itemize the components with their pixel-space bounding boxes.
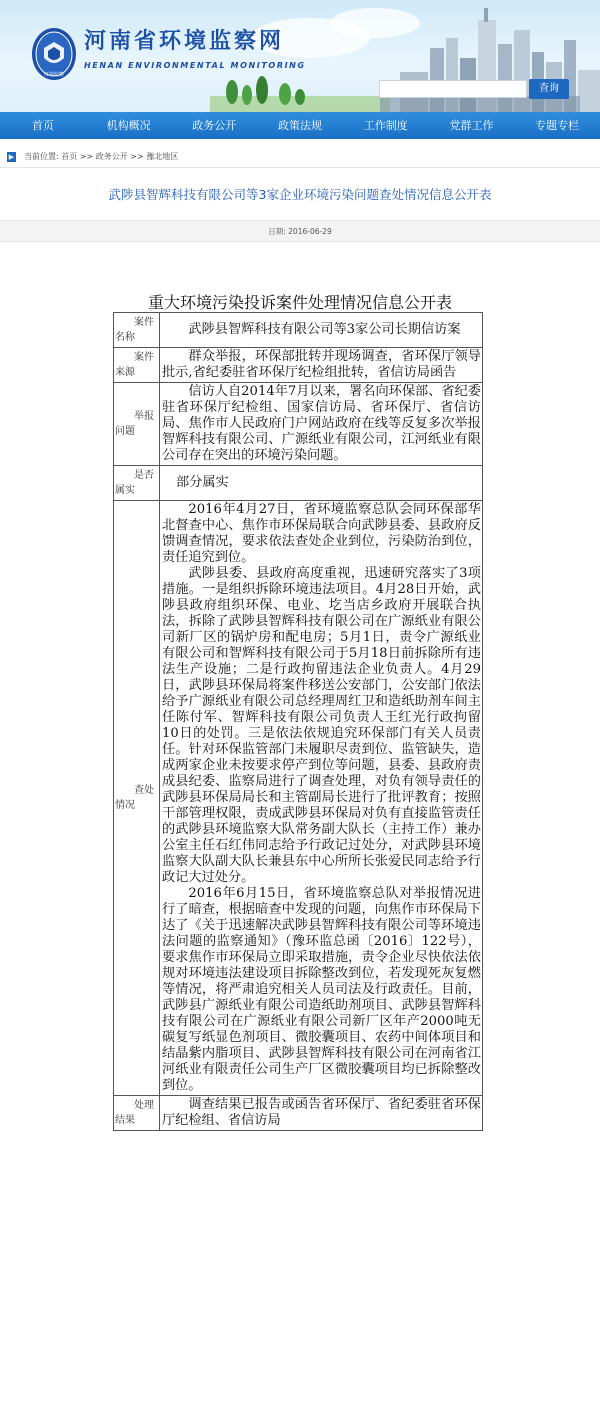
row-label-line2: 属实	[115, 485, 135, 496]
row-label-line2: 情况	[115, 800, 135, 811]
report-table	[113, 312, 483, 1131]
row-label-line1: 举报	[134, 411, 154, 422]
row-label-line1: 是否	[134, 470, 154, 481]
row-content	[160, 348, 483, 383]
row-paragraph: 2016年6月15日，省环境监察总队对举报情况进行了暗查，根据暗查中发现的问题，向焦作市环保局下达了《关于迅速解决武陟县智辉科技有限公司等环境违法问题的监察通知》（豫环监总函〔2016〕122号），要求焦作市环保局立即采取措施，责令企业尽快依法依规对环境违法建设项目拆除整改到位，若发现死灰复燃等情况，将严肃追究相关人员司法及行政责任。目前，武陟县广源纸业有限公司造纸助剂项目、武陟县智辉科技有限公司在广源纸业有限公司新厂区年产2000吨无碳复写纸显色剂项目、微胶囊项目、农药中间体项目和结晶紫内脂项目、武陟县智辉科技有限公司在河南省江河纸业有限责任公司生产厂区微胶囊项目均已拆除整改到位。	[162, 886, 481, 1093]
site-banner	[0, 0, 600, 112]
row-label-line1: 查处	[134, 785, 154, 796]
row-label-line2: 结果	[115, 1115, 135, 1126]
chevron-right-icon: ▶	[8, 153, 15, 161]
row-content	[160, 383, 483, 466]
search-input[interactable]	[379, 80, 527, 98]
row-paragraph: 2016年4月27日，省环境监察总队会同环保部华北督查中心、焦作市环保局联合向武陟县委、县政府反馈调查情况，要求依法查处企业到位，污染防治到位，责任追究到位。	[162, 502, 481, 565]
table-row	[114, 466, 483, 501]
row-label	[114, 313, 160, 348]
nav-item-special-topics[interactable]: 专题专栏	[535, 119, 580, 132]
row-label-line1: 处理	[134, 1100, 154, 1111]
row-paragraph: 部分属实	[176, 475, 229, 490]
row-content	[160, 501, 483, 1096]
row-paragraph: 信访人自2014年7月以来，署名向环保部、省纪委驻省环保厅纪检组、国家信访局、省环保厅、省信访局、焦作市人民政府门户网站政府在线等反复多次举报智辉科技有限公司、广源纸业有限公司，江河纸业有限公司存在突出的环境污染问题。	[162, 384, 481, 463]
row-label-line2: 名称	[115, 332, 135, 343]
row-label	[114, 466, 160, 501]
nav-item-party-work[interactable]: 党群工作	[449, 119, 494, 132]
row-label	[114, 348, 160, 383]
breadcrumb-prefix: 当前位置:	[24, 152, 59, 161]
nav-item-policy-law[interactable]: 政策法规	[278, 119, 323, 132]
row-label-line1: 案件	[134, 352, 154, 363]
publish-date	[0, 220, 600, 242]
site-title: 河南省环境监察网	[84, 29, 285, 54]
search-button[interactable]: 查询	[529, 79, 569, 99]
row-paragraph: 调查结果已报告或函告省环保厅、省纪委驻省环保厅纪检组、省信访局	[162, 1097, 481, 1128]
site-subtitle: HENAN ENVIRONMENTAL MONITORING	[84, 61, 306, 70]
row-label	[114, 383, 160, 466]
table-row	[114, 501, 483, 1096]
row-paragraph: 武陟县委、县政府高度重视，迅速研究落实了3项措施。一是组织拆除环境违法项目。4月28日开始，武陟县政府组织环保、电业、圪当店乡政府开展联合执法，拆除了武陟县智辉科技有限公司在广源纸业有限公司新厂区的锅炉房和配电房；5月1日，责令广源纸业有限公司和智辉科技有限公司于5月18日前拆除所有违法生产设施；二是行政拘留违法企业负责人。4月29日，武陟县环保局将案件移送公安部门，公安部门依法给予广源纸业有限公司总经理周红卫和造纸助剂车间主任陈付军、智辉科技有限公司负责人王红光行政拘留10日的处罚。三是依法依规追究环保部门有关人员责任。针对环保监管部门未履职尽责到位、监管缺失，造成两家企业未按要求停产到位等问题，县委、县政府责成县纪委、监察局进行了调查处理，对负有领导责任的武陟县环保局局长和主管副局长进行了批评教育；按照干部管理权限，责成武陟县环保局对负有直接监管责任的武陟县环境监察大队常务副大队长（主持工作）兼办公室主任石红伟同志给予行政记过处分，对武陟县环境监察大队副大队长兼县东中心所所长张爱民同志给予行政记大过处分。	[162, 566, 481, 885]
row-label	[114, 501, 160, 1096]
row-content	[160, 1096, 483, 1131]
nav-item-gov-affairs[interactable]: 政务公开	[192, 119, 237, 132]
table-row	[114, 313, 483, 348]
nav-item-home[interactable]: 首页	[31, 119, 54, 132]
breadcrumb	[0, 146, 600, 168]
row-content	[160, 466, 483, 501]
breadcrumb-text	[24, 146, 178, 168]
nav-item-work-rules[interactable]: 工作制度	[363, 119, 408, 132]
breadcrumb-path[interactable]: 首页 >> 政务公开 >> 豫北地区	[61, 152, 179, 161]
table-row	[114, 383, 483, 466]
logo-badge-text: 环境监察	[43, 72, 65, 78]
row-label	[114, 1096, 160, 1131]
report-title: 重大环境污染投诉案件处理情况信息公开表	[147, 293, 452, 312]
date-label: 日期:	[268, 227, 286, 236]
row-content	[160, 313, 483, 348]
date-value: 2016-06-29	[288, 227, 332, 236]
row-label-line2: 问题	[115, 426, 135, 437]
nav-item-org-overview[interactable]: 机构概况	[106, 119, 151, 132]
row-label-line1: 案件	[134, 317, 154, 328]
row-paragraph: 武陟县智辉科技有限公司等3家公司长期信访案	[188, 322, 461, 337]
main-nav	[0, 112, 600, 139]
row-paragraph: 群众举报，环保部批转并现场调查，省环保厅领导批示,省纪委驻省环保厅纪检组批转，省信访局函告	[162, 349, 481, 380]
epb-shield-logo	[30, 26, 78, 82]
page-title: 武陟县智辉科技有限公司等3家企业环境污染问题查处情况信息公开表	[108, 187, 492, 202]
row-label-line2: 来源	[115, 367, 135, 378]
table-row	[114, 1096, 483, 1131]
table-row	[114, 348, 483, 383]
